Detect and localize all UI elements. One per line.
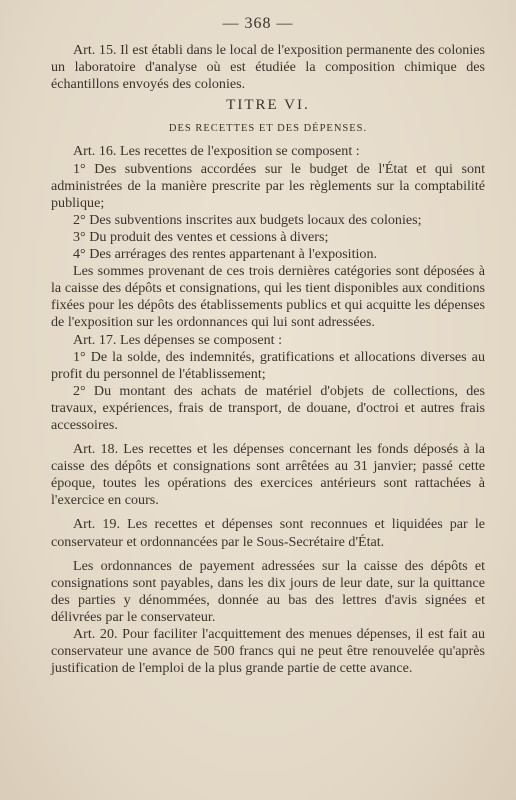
article-15: Art. 15. Il est établi dans le local de l'exposition permanente des colonies un laboratoire d'analyse où est étudiée la composition chimique des échantillons envoyés des colonies. [51,42,485,93]
expense-item-2: 2° Du montant des achats de matériel d'objets de collections, des travaux, expériences, frais de transport, de douane, d'octroi et autres frais accessoires. [51,382,485,433]
article-16: Art. 16. Les recettes de l'exposition se composent : [73,143,360,160]
page-body [51,42,485,677]
payment-orders-paragraph: Les ordonnances de payement adressées sur la caisse des dépôts et consignations sont payables, dans les dix jours de leur date, sur la quittance des parties y dénommées, donnée au bas des lettres d'avis signées et délivrées par le conservateur. [51,557,485,625]
title-vi: TITRE VI. [226,97,310,114]
article-20: Art. 20. Pour faciliter l'acquittement des menues dépenses, il est fait au conservateur une avance de 500 francs qui ne peut être renouvelée qu'après justification de l'emploi de la plus grande partie de cette avance. [51,626,485,677]
receipt-item-1: 1° Des subventions accordées sur le budget de l'État et qui sont administrées de la manière prescrite par les règlements sur la comptabilité publique; [51,160,485,211]
article-18: Art. 18. Les recettes et les dépenses concernant les fonds déposés à la caisse des dépôts et consignations sont arrêtées au 31 janvier; passé cette époque, toutes les opérations des exercices antérieurs sont rattachées à l'exercice en cours. [51,441,485,509]
page-number: — 368 — [222,15,294,32]
article-17: Art. 17. Les dépenses se composent : [73,331,283,348]
article-19: Art. 19. Les recettes et dépenses sont reconnues et liquidées par le conservateur et ordonnancées par le Sous-Secrétaire d'État. [51,516,485,550]
deposit-paragraph: Les sommes provenant de ces trois dernières catégories sont déposées à la caisse des dépôts et consignations, qui les tient disponibles aux conditions fixées pour les dépôts des établissements publics et qui acquitte les dépenses de l'exposition sur les ordonnances qui lui sont adressées. [51,263,485,331]
receipt-item-2: 2° Des subventions inscrites aux budgets locaux des colonies; [73,211,422,228]
section-subtitle: DES RECETTES ET DES DÉPENSES. [168,123,368,135]
receipt-item-4: 4° Des arrérages des rentes appartenant à l'exposition. [73,246,378,263]
receipt-item-3: 3° Du produit des ventes et cessions à divers; [73,228,329,245]
expense-item-1: 1° De la solde, des indemnités, gratifications et allocations diverses au profit du personnel de l'établissement; [51,348,485,382]
